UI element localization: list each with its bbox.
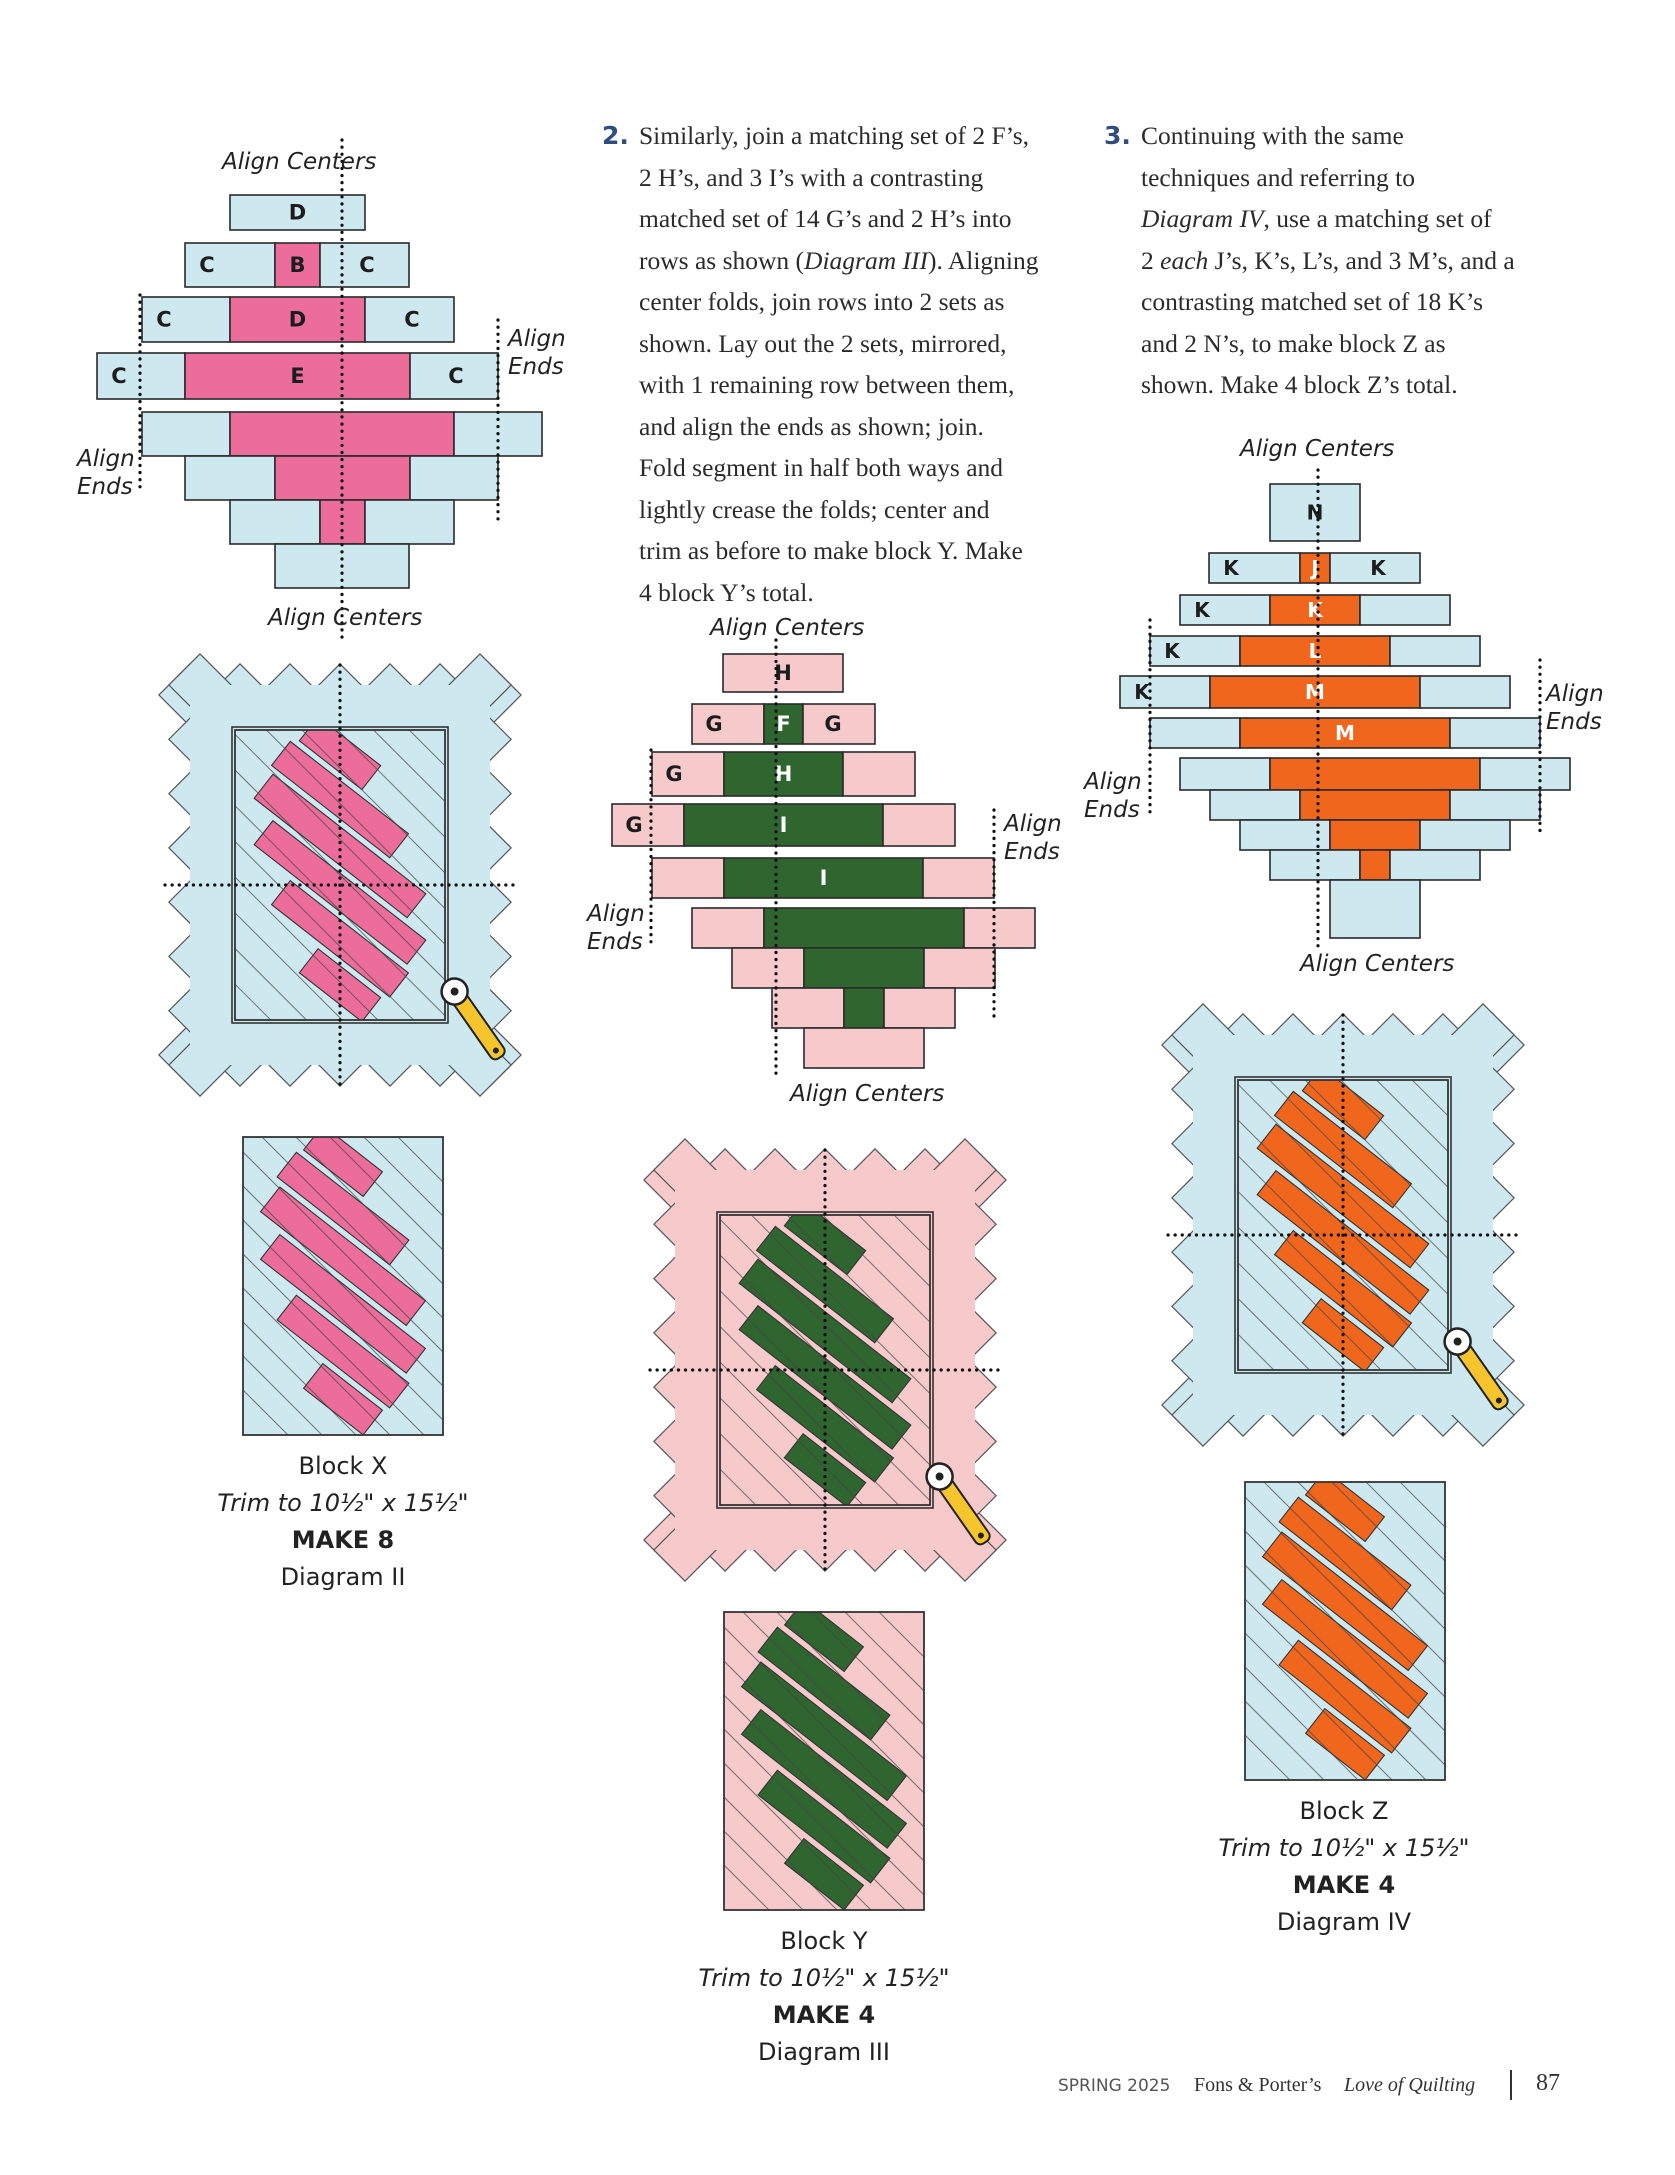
strip-light_pink [612, 804, 684, 846]
footer-magazine: Love of Quilting [1344, 2074, 1476, 2096]
strip-label: G [625, 813, 643, 837]
diagram_iv-row-11 [1330, 880, 1420, 938]
strip-light_blue [142, 297, 230, 342]
strip-light_blue [1450, 790, 1540, 820]
step-2 [602, 115, 1082, 613]
diagram_ii-row-6 [185, 456, 498, 500]
diagram_ii-row-3 [142, 297, 454, 342]
footer-divider [1510, 2070, 1512, 2100]
strip-label: M [1305, 680, 1325, 704]
step-2-line: matched set of 14 G’s and 2 H’s into [639, 204, 1012, 233]
strip-light_blue [1420, 676, 1510, 708]
strip-label: K [1370, 556, 1386, 580]
strip-orange [1360, 850, 1390, 880]
d4-align-ends-left [1084, 768, 1142, 824]
d3-align-centers-top: Align Centers [710, 615, 865, 641]
d4-align-centers-top: Align Centers [1240, 436, 1395, 462]
strip-light_pink [923, 858, 994, 898]
block-x-trim: Trim to 10½" x 15½" [217, 1489, 469, 1517]
diagram_ii-row-1 [230, 195, 365, 230]
step-2-line: 2 H’s, and 3 I’s with a contrasting [639, 162, 984, 192]
strip-light_blue [1450, 718, 1540, 748]
strip-pink [275, 456, 410, 500]
diagram_iii-row-5 [652, 858, 994, 898]
d4-align-ends-right-ends: Ends [1546, 709, 1602, 735]
step-2-line: center folds, join rows into 2 sets as [639, 287, 1005, 316]
seam-line [571, 1070, 1151, 1650]
seam-line [499, 1070, 1079, 1650]
strip-label: E [290, 364, 305, 388]
step-2-line: and align the ends as shown; join. [639, 411, 984, 441]
strip-label: F [776, 712, 791, 736]
diagram-iv-caption [1194, 1793, 1494, 1941]
step-2-line: trim as before to make block Y. Make [639, 536, 1023, 565]
strip-label: D [288, 307, 307, 332]
step-3-line: techniques and referring to [1141, 162, 1416, 192]
step-3 [1104, 115, 1584, 406]
strip-light_pink [652, 858, 724, 898]
step-2-line: with 1 remaining row between them, [639, 370, 1015, 399]
d3-align-ends-left [587, 900, 645, 956]
diagram_iv-row-8 [1210, 790, 1540, 820]
diagram-ii-caption [193, 1448, 493, 1596]
footer-page-number: 87 [1536, 2070, 1560, 2096]
strip-orange [1270, 758, 1480, 790]
step-3-line: 2 each J’s, K’s, L’s, and 3 M’s, and a [1141, 245, 1515, 275]
d2-align-ends-right-align: Align [508, 326, 566, 352]
strip-light_blue [142, 412, 230, 456]
diagram-iii-trim-overlay [655, 1150, 995, 1570]
strip-dark_green [764, 908, 964, 948]
strip-label: C [156, 307, 172, 332]
seam-line [14, 585, 594, 1165]
diagram-ii-label: Diagram II [280, 1563, 406, 1591]
d3-align-ends-right [1004, 810, 1062, 866]
diagram_iv-row-5 [1120, 676, 1510, 708]
diagram_iii-row-7 [732, 948, 995, 988]
step-3-line: Continuing with the same [1141, 121, 1404, 150]
step-3-number: 3. [1104, 121, 1131, 150]
strip-label: H [774, 762, 793, 786]
diagram_iv-row-3 [1180, 595, 1450, 625]
step-3-line: and 2 N’s, to make block Z as [1141, 328, 1446, 358]
diagram_iii-row-4 [612, 804, 955, 846]
strip-label: C [448, 364, 464, 388]
strip-light_blue [1150, 718, 1240, 748]
step-2-line: shown. Lay out the 2 sets, mirrored, [639, 328, 1007, 358]
strip-light_pink [692, 908, 764, 948]
block-x-name: Block X [298, 1452, 388, 1480]
strip-label: C [111, 364, 127, 388]
step-2-text [639, 115, 1082, 613]
strip-light_blue [1420, 820, 1510, 850]
d3-align-ends-left-align: Align [587, 901, 645, 927]
d2-align-centers-bottom: Align Centers [268, 605, 423, 631]
d4-align-ends-left-ends: Ends [1084, 797, 1140, 823]
diagram_iii-row-1 [723, 654, 843, 692]
block-z-trim: Trim to 10½" x 15½" [1218, 1834, 1470, 1862]
strip-light_pink [883, 804, 955, 846]
diagram-iv-trim-overlay [1173, 1015, 1513, 1435]
strip-light_blue [410, 456, 498, 500]
strip-light_pink [964, 908, 1035, 948]
strip-light_pink [772, 988, 844, 1028]
block-y-finished [724, 1612, 924, 1912]
d2-align-ends-right [508, 325, 566, 381]
block-z-name: Block Z [1299, 1797, 1389, 1825]
strip-dark_green [804, 948, 924, 988]
block-y-name: Block Y [780, 1927, 868, 1955]
strip-label: I [819, 866, 828, 890]
step-2-line: lightly crease the folds; center and [639, 494, 990, 524]
block-z-finished [1245, 1482, 1445, 1782]
step-2-line: rows as shown (Diagram III). Aligning [639, 245, 1039, 275]
diagram_iii-row-9 [804, 1028, 924, 1068]
strip-label: G [824, 712, 842, 736]
page-footer [1058, 2066, 1578, 2106]
strip-orange [1330, 820, 1420, 850]
strip-label: K [1223, 556, 1239, 580]
step-2-line: 4 block Y’s total. [639, 577, 814, 607]
strip-label: D [288, 200, 307, 225]
diagram_iv-row-9 [1240, 820, 1510, 850]
diagram_iii-row-3 [652, 752, 915, 796]
strip-label: L [1308, 639, 1322, 663]
strip-light_blue [1330, 880, 1420, 938]
diagram_iii-row-2 [692, 704, 875, 744]
strip-light_blue [1180, 758, 1270, 790]
step-2-line: Fold segment in half both ways and [639, 453, 1004, 482]
d2-align-ends-left [77, 445, 135, 501]
strip-light_pink [924, 948, 995, 988]
strip-label: H [774, 661, 792, 685]
strip-orange [1300, 790, 1450, 820]
d4-align-ends-left-align: Align [1084, 769, 1142, 795]
seam-line [1089, 935, 1669, 1515]
d3-align-ends-left-ends: Ends [587, 929, 643, 955]
strip-label: K [1194, 598, 1210, 622]
strip-light_blue [1480, 758, 1570, 790]
strip-label: C [359, 253, 375, 277]
diagram_iv-row-1 [1270, 484, 1360, 541]
strip-label: N [1306, 500, 1324, 525]
diagram_iv-row-2 [1209, 553, 1420, 583]
strip-light_blue [230, 500, 320, 544]
strip-label: G [665, 762, 683, 786]
d4-align-ends-right [1546, 680, 1604, 736]
d2-align-centers-top: Align Centers [222, 149, 377, 175]
d2-align-ends-left-align: Align [77, 446, 135, 472]
step-3-line: Diagram IV, use a matching set of [1141, 204, 1492, 233]
block-x-make: MAKE 8 [291, 1526, 395, 1554]
strip-light_blue [185, 456, 275, 500]
step-2-number: 2. [602, 121, 629, 150]
strip-label: B [289, 253, 306, 277]
strip-light_blue [1210, 790, 1300, 820]
strip-label: K [1134, 680, 1150, 704]
strip-light_pink [843, 752, 915, 796]
footer-season: SPRING 2025 [1058, 2076, 1171, 2096]
diagram-iii-caption [674, 1923, 974, 2071]
diagram_iv-row-6 [1150, 718, 1540, 748]
strip-dark_green [844, 988, 884, 1028]
strip-light_blue [365, 500, 454, 544]
strip-light_pink [732, 948, 804, 988]
step-2-line: Similarly, join a matching set of 2 F’s, [639, 121, 1030, 150]
block-y-make: MAKE 4 [772, 2001, 876, 2029]
strip-light_pink [692, 704, 764, 744]
strip-light_blue [1390, 850, 1480, 880]
step-3-text [1141, 115, 1584, 406]
d4-align-centers-bottom: Align Centers [1300, 951, 1455, 977]
diagram_iv-row-4 [1150, 636, 1480, 666]
strip-label: C [199, 253, 215, 277]
strip-label: K [1307, 598, 1323, 622]
step-3-line: shown. Make 4 block Z’s total. [1141, 370, 1458, 399]
diagram_iv-row-10 [1270, 850, 1480, 880]
strip-light_pink [652, 752, 724, 796]
strip-light_blue [1270, 850, 1360, 880]
strip-label: J [1311, 556, 1319, 580]
strip-label: M [1335, 721, 1355, 745]
diagram_iii-row-6 [692, 908, 1035, 948]
strip-light_blue [1390, 636, 1480, 666]
block-x-finished [243, 1137, 443, 1437]
seam-line [86, 585, 666, 1165]
d3-align-centers-bottom: Align Centers [790, 1081, 945, 1107]
strip-label: C [404, 307, 420, 332]
d2-align-ends-right-ends: Ends [508, 354, 564, 380]
diagram-ii-trim-overlay [170, 665, 510, 1085]
diagram_ii-row-2 [185, 243, 409, 287]
d3-align-ends-right-align: Align [1004, 811, 1062, 837]
strip-label: G [705, 712, 723, 736]
diagram_ii-row-4 [97, 353, 498, 399]
strip-light_pink [884, 988, 955, 1028]
diagram_iii-row-8 [772, 988, 955, 1028]
diagram-iv-label: Diagram IV [1276, 1908, 1412, 1936]
strip-light_pink [804, 1028, 924, 1068]
strip-label: K [1164, 639, 1180, 663]
d3-align-ends-right-ends: Ends [1004, 839, 1060, 865]
d2-align-ends-left-ends: Ends [77, 474, 133, 500]
block-z-make: MAKE 4 [1292, 1871, 1396, 1899]
seam-line [1017, 935, 1597, 1515]
block-y-trim: Trim to 10½" x 15½" [698, 1964, 950, 1992]
diagram_iv-row-7 [1180, 758, 1570, 790]
strip-label: I [779, 813, 788, 837]
footer-publisher: Fons & Porter’s [1194, 2074, 1322, 2096]
strip-light_blue [1360, 595, 1450, 625]
diagram-iii-label: Diagram III [758, 2038, 890, 2066]
d4-align-ends-right-align: Align [1546, 681, 1604, 707]
step-3-line: contrasting matched set of 18 K’s [1141, 287, 1484, 316]
